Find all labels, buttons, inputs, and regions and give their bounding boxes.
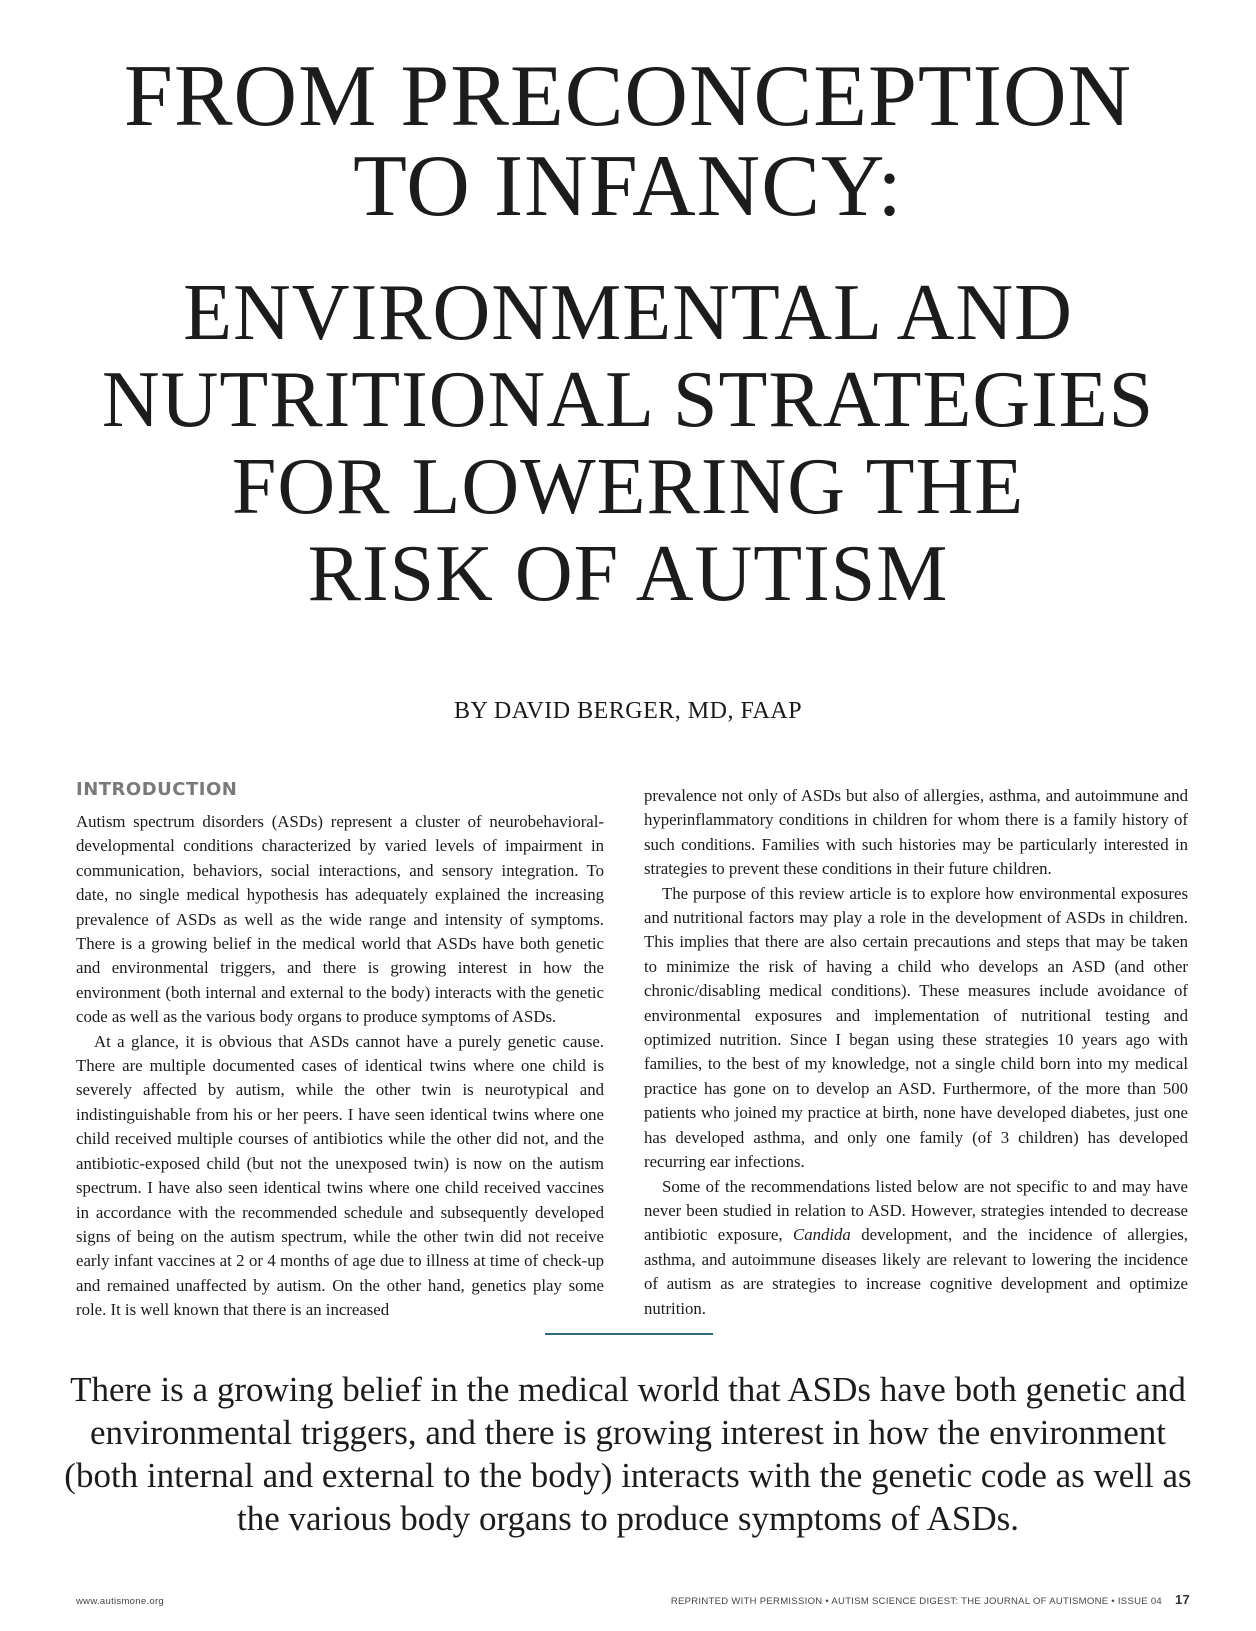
author-byline: BY DAVID BERGER, MD, FAAP — [453, 698, 803, 724]
body-paragraph — [644, 1175, 1188, 1321]
page-footer — [76, 1592, 1190, 1612]
title-block — [40, 48, 1216, 618]
paragraph-text: development, and the incidence of allergies, asthma, and autoimmune diseases likely are relevant to lowering the incidence of autism as are strategies to increase cognitive development and optimize nutrition. — [644, 1225, 1188, 1318]
left-column — [76, 779, 604, 1323]
reprint-credit: REPRINTED WITH PERMISSION • AUTISM SCIENCE DIGEST: THE JOURNAL OF AUTISMONE • ISSUE 04 — [670, 1596, 1162, 1607]
body-paragraph: prevalence not only of ASDs but also of allergies, asthma, and autoimmune and hyperinflammatory conditions in children for whom there is a family history of such conditions. Families with such histories may be particularly interested in strategies to prevent these conditions in their future children. — [644, 786, 1188, 879]
subtitle-line: NUTRITIONAL STRATEGIES — [101, 356, 1155, 444]
body-paragraph: Autism spectrum disorders (ASDs) represent a cluster of neurobehavioral-developmental conditions characterized by varied levels of impairment in communication, behaviors, social interactions, and sensory integration. To date, no single medical hypothesis has adequately explained the increasing prevalence of ASDs as well as the wide range and intensity of symptoms. There is a growing belief in the medical world that ASDs have both genetic and environmental triggers, and there is growing interest in how the environment (both internal and external to the body) interacts with the genetic code as well as the various body organs to produce symptoms of ASDs. — [76, 812, 604, 1027]
pull-quote: There is a growing belief in the medical world that ASDs have both genetic and environmental triggers, and there is growing interest in how the environment (both internal and external to the body) interacts with the genetic code as well as the various body organs to produce symptoms of ASDs. — [64, 1370, 1192, 1538]
main-title — [40, 48, 1216, 235]
subtitle-line: FOR LOWERING THE — [231, 443, 1025, 531]
body-paragraph: At a glance, it is obvious that ASDs cannot have a purely genetic cause. There are multiple documented cases of identical twins where one child is severely affected by autism, while the other twin is neurotypical and indistinguishable from his or her peers. I have seen identical twins where one child received multiple courses of antibiotics while the other did not, and the antibiotic-exposed child (but not the unexposed twin) is now on the autism spectrum. I have also seen identical twins where one child received vaccines in accordance with the recommended schedule and subsequently developed signs of being on the autism spectrum, while the other twin did not receive early infant vaccines at 2 or 4 months of age due to illness at time of check-up and remained unaffected by autism. On the other hand, genetics play some role. It is well known that there is an increased — [76, 1031, 604, 1320]
title-line: TO INFANCY: — [353, 138, 903, 235]
italic-term: Candida — [793, 1225, 851, 1245]
divider-rule — [545, 1333, 713, 1335]
body-paragraph: The purpose of this review article is to explore how environmental exposures and nutritional factors may play a role in the development of ASDs in children. This implies that there are also certain precautions and steps that may be taken to minimize the risk of having a child who develops an ASD (and other chronic/disabling medical conditions). These measures include avoidance of environmental exposures and implementation of nutritional testing and optimized nutrition. Since I began using these strategies 10 years ago with families, to the best of my knowledge, not a single child born into my medical practice has gone on to develop an ASD. Furthermore, of the more than 500 patients who joined my practice at birth, none have developed diabetes, just one has developed asthma, and only one family (of 3 children) has developed recurring ear infections. — [644, 883, 1188, 1172]
right-column — [644, 784, 1188, 1321]
subtitle-line: RISK OF AUTISM — [307, 530, 949, 618]
website-link[interactable]: www.autismone.org — [76, 1596, 164, 1607]
subtitle-line: ENVIRONMENTAL AND — [183, 269, 1073, 357]
paragraph-text: Some of the recommendations listed below are not specific to and may have never been studied in relation to ASD. However, strategies intended to decrease antibiotic exposure, — [644, 1176, 1188, 1245]
title-line: FROM PRECONCEPTION — [123, 48, 1133, 145]
section-heading: INTRODUCTION — [76, 779, 238, 800]
subtitle — [40, 270, 1216, 618]
page-number: 17 — [1174, 1592, 1190, 1607]
